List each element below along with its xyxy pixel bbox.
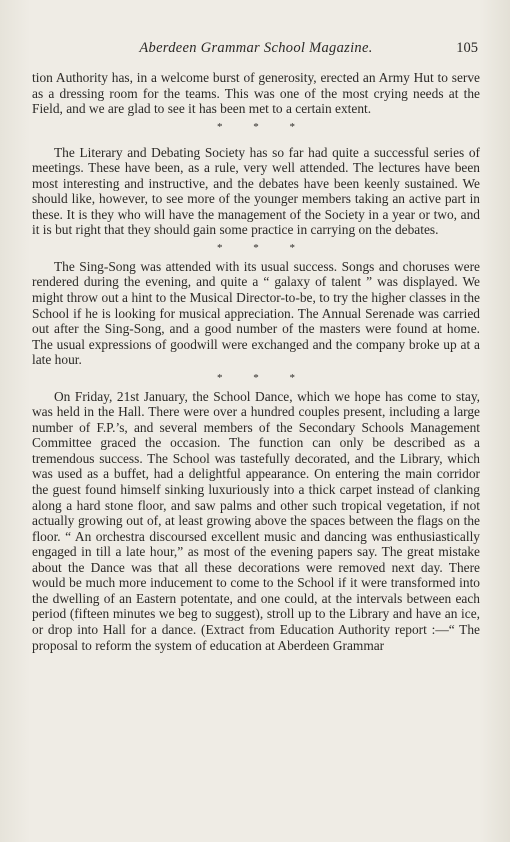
page-number: 105 <box>456 40 478 56</box>
article-body <box>32 70 480 653</box>
paragraph-school-dance: On Friday, 21st January, the School Dance, which we hope has come to stay, was held in the Hall. There were over a hundred couples present, including a large number of F.P.’s, and several members of the Secondary Schools Management Committee graced the occasion. The function can only be described as a tremendous success. The School was tastefully decorated, and the Library, which was used as a buffet, had a delightful appearance. On entering the main corridor the guest found himself sinking luxuriously into a thick carpet instead of clanking along a hard stone floor, and saw palms and other such tropical vegetation, if not actually growing out of, at least growing above the spaces between the flags on the floor. “ An orchestra discoursed excellent music and dancing was enthusiastically engaged in till a late hour,” as most of the evening papers say. The great mistake about the Dance was that all these decorations were removed next day. There would be much more inducement to come to the School if it were transformed into the dwelling of an Eastern potentate, and one could, at the intervals between each period (fifteen minutes we beg to suggest), stroll up to the Library and have an ice, or drop into Hall for a dance. (Extract from Education Authority report :—“ The proposal to reform the system of education at Aberdeen Grammar <box>32 388 480 653</box>
running-title: Aberdeen Grammar School Magazine. <box>139 40 373 56</box>
paragraph-sing-song: The Sing-Song was attended with its usual success. Songs and choruses were rendered during the evening, and quite a “ galaxy of talent ” was displayed. We might throw out a hint to the Musical Director-to-be, to try the higher classes in the School if he is looking for musical appreciation. The Annual Serenade was carried out after the Sing-Song, and a good number of the masters were found at home. The usual expressions of goodwill were exchanged and the company broke up at a late hour. <box>32 258 480 368</box>
page-header <box>32 40 480 60</box>
paragraph-army-hut: tion Authority has, in a welcome burst of generosity, erected an Army Hut to serve as a dressing room for the teams. This was one of the most crying needs at the Field, and we are glad to see it has been met to a certain extent. <box>32 70 480 117</box>
paragraph-literary-society: The Literary and Debating Society has so far had quite a successful series of meetings. These have been, as a rule, very well attended. The lectures have been most interesting and instructive, and the debates have been keenly sustained. We should like, however, to see more of the younger members taking an active part in these. It is they who will have the management of the Society in a year or two, and it is but right that they should gain some practice in carrying on the debates. <box>32 144 480 238</box>
section-separator: * * * <box>217 241 309 254</box>
section-separator: * * * <box>217 371 309 384</box>
section-separator: * * * <box>217 120 309 133</box>
